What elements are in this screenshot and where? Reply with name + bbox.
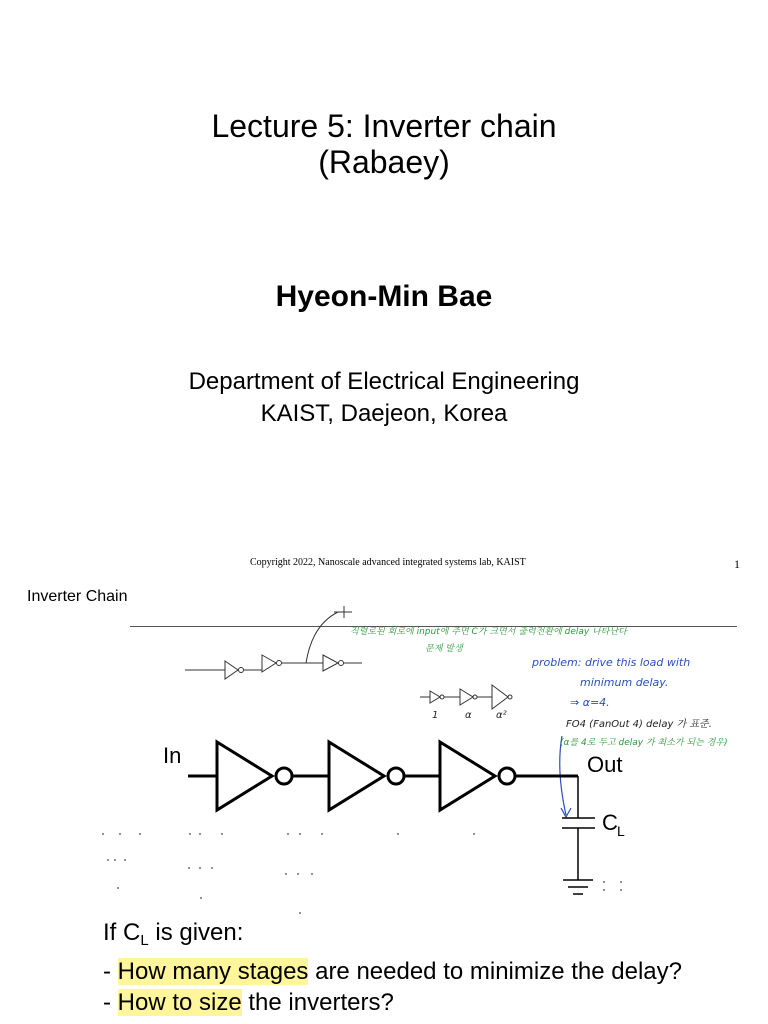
q2-highlight: How many stages <box>117 958 309 985</box>
lecture-title-line1: Lecture 5: Inverter chain <box>211 108 557 144</box>
inverter-1 <box>217 742 272 810</box>
department: Department of Electrical Engineering <box>188 368 580 395</box>
problem-note-1: problem: drive this load with <box>532 656 691 669</box>
size-1: 1 <box>432 710 439 721</box>
load-capacitor <box>562 776 595 880</box>
main-inverter-chain <box>188 742 578 810</box>
q2-text: are needed to minimize the delay? <box>308 958 682 985</box>
author-name: Hyeon-Min Bae <box>275 280 493 313</box>
inverter-2 <box>329 742 384 810</box>
question-block <box>103 917 682 1018</box>
question-line-3 <box>103 987 682 1018</box>
page-number: 1 <box>734 557 740 571</box>
label-cl: C <box>602 810 618 835</box>
sketch-small-chain <box>185 606 362 679</box>
slide-title: Inverter Chain <box>27 588 128 605</box>
q1-subscript: L <box>140 932 149 949</box>
label-out: Out <box>587 752 623 777</box>
q1-text-end: is given: <box>148 919 244 946</box>
label-cl-sub: L <box>617 823 625 839</box>
q2-dash: - <box>103 958 118 985</box>
ground-icon <box>563 880 593 894</box>
inverter-1-bubble <box>276 768 292 784</box>
institution: KAIST, Daejeon, Korea <box>260 400 508 427</box>
q3-highlight: How to size <box>117 989 242 1016</box>
lecture-title-line2: (Rabaey) <box>318 144 450 180</box>
fo4-note: FO4 (FanOut 4) delay 가 표준. <box>566 719 712 730</box>
question-line-2 <box>103 956 682 987</box>
size-alpha-sq: α² <box>496 710 507 721</box>
size-alpha: α <box>465 710 472 721</box>
note-green-1: 직렬로된 회로에 input에 주면 C가 크면서 출력전환에 delay 나타난다 <box>350 627 627 637</box>
note-green-2: 문제 발생 <box>425 644 463 654</box>
lecture-title <box>0 108 768 180</box>
inverter-2-bubble <box>388 768 404 784</box>
affiliation <box>0 366 768 430</box>
sketch-sized-chain <box>420 685 512 709</box>
label-in: In <box>163 743 182 768</box>
scan-artifacts <box>102 833 622 914</box>
inverter-chain-diagram <box>0 590 768 920</box>
q3-text: the inverters? <box>241 989 394 1016</box>
inverter-3 <box>440 742 495 810</box>
question-line-1 <box>103 917 682 956</box>
problem-note-2: minimum delay. <box>580 676 669 689</box>
fo4-subnote: (α를 4로 두고 delay 가 최소가 되는 경우) <box>560 738 728 748</box>
q3-dash: - <box>103 989 118 1016</box>
q1-text: If C <box>103 919 141 946</box>
copyright-notice: Copyright 2022, Nanoscale advanced integrated systems lab, KAIST <box>250 557 526 568</box>
inverter-3-bubble <box>499 768 515 784</box>
problem-note-3: ⇒ α=4. <box>570 696 610 709</box>
